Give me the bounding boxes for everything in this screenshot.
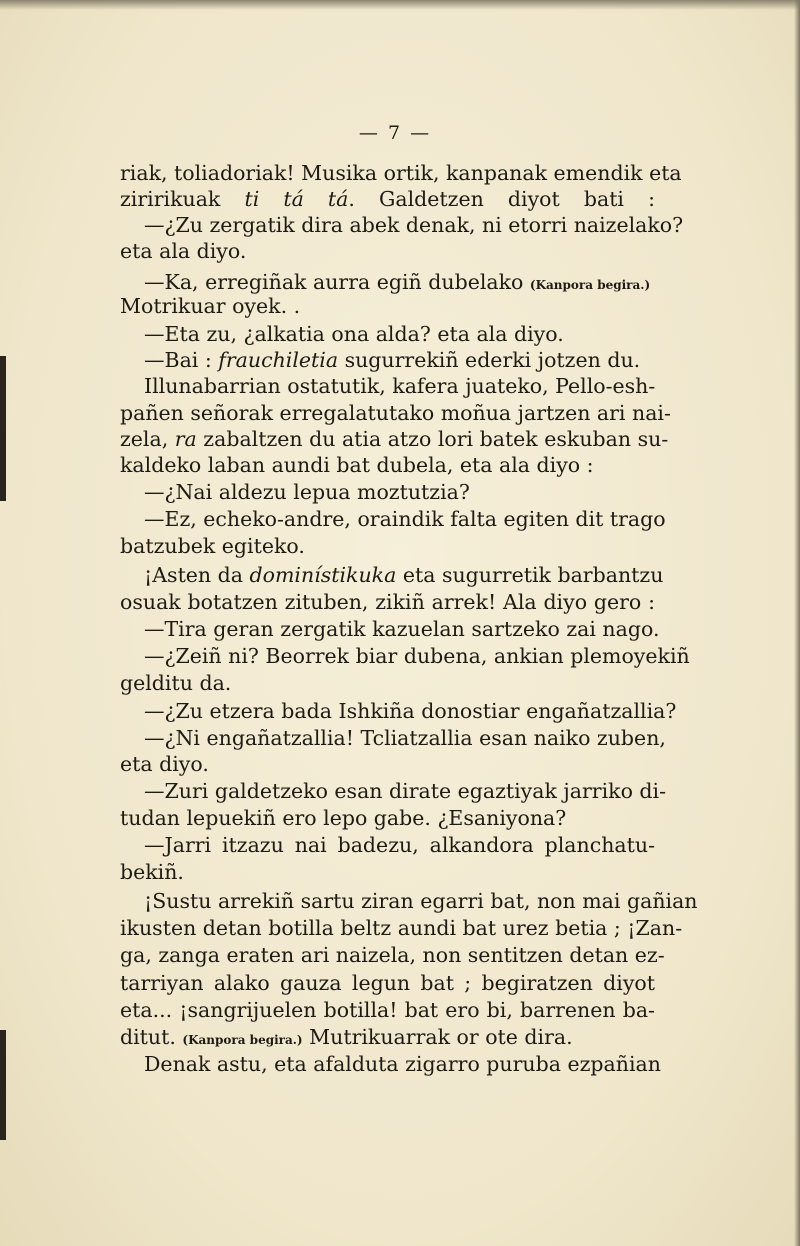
text-line: bekiñ. — [120, 860, 184, 884]
page-right-edge — [794, 0, 800, 1246]
stage-direction: (Kanpora begira.) — [182, 1033, 303, 1047]
text-line: tarriyan alako gauza legun bat ; begiratzen diyot — [120, 971, 655, 995]
text-line: tudan lepuekiñ ero lepo gabe. ¿Esaniyona? — [120, 806, 567, 830]
text-line: ¡Sustu arrekiñ sartu ziran egarri bat, non mai gañian — [144, 889, 698, 913]
text-line: ziririkuak ti tá tá. Galdetzen diyot bati : — [120, 187, 655, 211]
text-line: gelditu da. — [120, 671, 232, 695]
margin-binding-mark — [0, 1030, 6, 1140]
text-line: —Eta zu, ¿alkatia ona alda? eta ala diyo. — [144, 322, 564, 346]
text-line: Denak astu, eta afalduta zigarro puruba ezpañian — [144, 1052, 661, 1076]
text-line: pañen señorak erregalatutako moñua jartzen ari nai- — [120, 401, 671, 425]
text-line: —¿Nai aldezu lepua moztutzia? — [144, 480, 470, 504]
text-line: —Tira geran zergatik kazuelan sartzeko zai nago. — [144, 617, 660, 641]
text-line: Illunabarrian ostatutik, kafera juateko, Pello-esh- — [144, 374, 656, 398]
text-line: ikusten detan botilla beltz aundi bat urez betia ; ¡Zan- — [120, 916, 683, 940]
page-top-edge — [0, 0, 800, 10]
text-line: —Ez, echeko-andre, oraindik falta egiten dit trago — [144, 507, 666, 531]
text-line: zela, ra zabaltzen du atia atzo lori batek eskuban su- — [120, 427, 669, 451]
text-line: kaldeko laban aundi bat dubela, eta ala diyo : — [120, 453, 594, 477]
text-line: eta... ¡sangrijuelen botilla! bat ero bi, barrenen ba- — [120, 998, 655, 1022]
text-line: —¿Ni engañatzallia! Tcliatzallia esan naiko zuben, — [144, 726, 666, 750]
text-line: eta diyo. — [120, 752, 209, 776]
text-line: —Bai : frauchiletia sugurrekiñ ederki jotzen du. — [144, 348, 641, 372]
text-line: osuak botatzen zituben, zikiñ arrek! Ala diyo gero : — [120, 590, 655, 614]
text-line: —Ka, erregiñak aurra egiñ dubelako (Kanpora begira.) — [144, 270, 651, 294]
text-line: eta ala diyo. — [120, 239, 247, 263]
text-line: ga, zanga eraten ari naizela, non sentitzen detan ez- — [120, 943, 665, 967]
text-line: —Jarri itzazu nai badezu, alkandora planchatu- — [144, 833, 655, 857]
text-line: riak, toliadoriak! Musika ortik, kanpanak emendik eta — [120, 161, 682, 185]
text-line: —¿Zu zergatik dira abek denak, ni etorri naizelako? — [144, 213, 684, 237]
text-line: ¡Asten da dominístikuka eta sugurretik barbantzu — [144, 563, 664, 587]
text-line: —¿Zeiñ ni? Beorrek biar dubena, ankian plemoyekiñ — [144, 644, 690, 668]
stage-direction: (Kanpora begira.) — [529, 278, 651, 292]
margin-binding-mark — [0, 356, 6, 501]
text-line: —¿Zu etzera bada Ishkiña donostiar engañatzallia? — [144, 699, 677, 723]
text-line: ditut. (Kanpora begira.) Mutrikuarrak or ote dira. — [120, 1025, 573, 1049]
text-line: batzubek egiteko. — [120, 534, 305, 558]
text-line: —Zuri galdetzeko esan dirate egaztiyak jarriko di- — [144, 779, 667, 803]
text-line: Motrikuar oyek. . — [120, 294, 301, 318]
page-number: — 7 — — [358, 122, 432, 144]
